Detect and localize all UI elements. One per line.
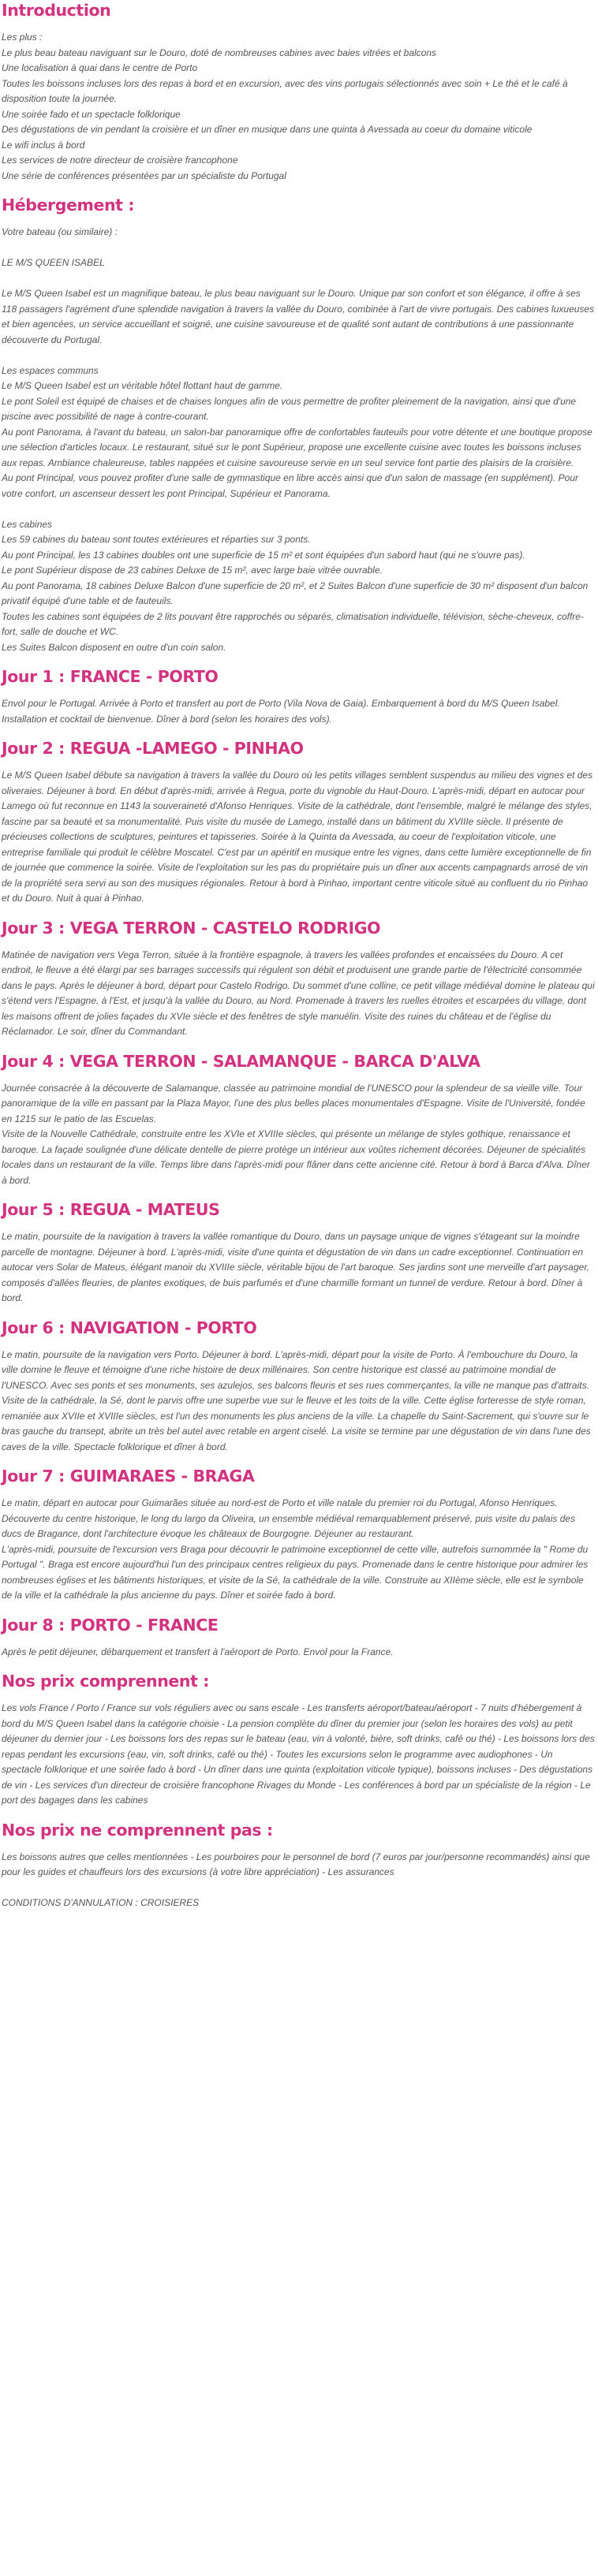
section-spacer <box>2 1604 595 1615</box>
section-spacer <box>2 907 595 918</box>
section-paragraph: Après le petit déjeuner, débarquement et transfert à l'aéroport de Porto. Envol pour la France. <box>2 1646 394 1657</box>
section-paragraph: Toutes les cabines sont équipées de 2 lits pouvant être rapprochés ou séparés, climatisation individuelle, télévision, sèche-cheveux, coffre-fort, salle de douche et WC. <box>2 610 584 637</box>
section-paragraph: Les cabines <box>2 518 53 530</box>
section-jour-6-navigation-porto <box>2 1318 595 1456</box>
section-paragraph: Une série de conférences présentées par un spécialiste du Portugal <box>2 170 286 181</box>
section-title: Introduction <box>2 1 111 20</box>
section-paragraph: Matinée de navigation vers Vega Terron, située à la frontière espagnole, à travers les vallées profondes et encaissées du Douro. A cet endroit, le fleuve a été élargi par ses barrages successifs qui régulent son débit et produisent une grande partie de l'électricité consommée dans le pays. Après le déjeuner à bord, départ pour Castelo Rodrigo. Du sommet d'une colline, ce petit village médiéval domine le plateau qui s'étend vers l'Espagne, à l'Est, et jusqu'à la vallée du Douro, au Nord. Promenade à travers les ruelles étroites et escarpées du village, dont les maisons offrent de jolies façades du XVIe siècle et des fenêtres de style manuélin. Visite des ruines du château et de l'église du Réclamador. Le soir, dîner du Commandant. <box>2 949 595 1037</box>
section-spacer <box>2 184 595 195</box>
section-jour-4-vega-terron-salamanque-barca-d-alva <box>2 1051 595 1189</box>
section-paragraph: Le matin, poursuite de la navigation à travers la vallée romantique du Douro, dans un paysage unique de vignes s'étageant sur la moindre parcelle de montagne. Déjeuner à bord. L'après-midi, visite d'une quinta et dégustation de vin dans un cadre exceptionnel. Continuation en autocar vers Solar de Mateus, élégant manoir du XVIIIe siècle, véritable bijou de l'art baroque. Ses jardins sont une merveille d'art paysager, composés d'allées fleuries, de plantes exotiques, de buis parfumés et d'une charmille formant un tunnel de verdure. Retour à bord. Dîner à bord. <box>2 1231 589 1303</box>
title-spacer <box>2 1691 595 1701</box>
section-paragraph: Une soirée fado et un spectacle folklorique <box>2 108 181 120</box>
title-spacer <box>2 687 595 696</box>
section-paragraph: Au pont Principal, vous pouvez profiter d'une salle de gymnastique en libre accès ainsi que d'un salon de massage (en supplément). Pour votre confort, un ascenseur dessert les pont Principal, Supérieur et Panorama. <box>2 472 579 499</box>
section-paragraph: Visite de la Nouvelle Cathédrale, construite entre les XVIe et XVIIIe siècles, qui présente un mélange de styles gothique, renaissance et baroque. La façade soulignée d'une délicate dentelle de pierre protège un intérieur aux voûtes richement décorées. Déjeuner de spécialités locales dans un restaurant de la ville. Temps libre dans l'après-midi pour flâner dans cette ancienne cité. Retour à bord à Barca d'Alva. Dîner à bord. <box>2 1128 590 1186</box>
title-spacer <box>2 1635 595 1645</box>
blank-line <box>2 348 595 363</box>
section-paragraph: Les vols France / Porto / France sur vols réguliers avec ou sans escale - Les transferts aéroport/bateau/aéroport - 7 nuits d'hébergement à bord du M/S Queen Isabel dans la catégorie choisie - La pension complète du dîner du premier jour (selon les horaires des vols) au petit déjeuner du dernier jour - Les boissons lors des repas sur le bateau (eau, vin à volonté, bière, soft drinks, café ou thé) - Les boissons lors des repas pendant les excursions (eau, vin, soft drinks, café ou thé) - Toutes les excursions selon le programme avec audiophones - Un spectacle folklorique et une soirée fado à bord - Un dîner dans une quinta (exploitation viticole typique), boissons incluses - Des dégustations de vin - Les services d'un directeur de croisière francophone Rivages du Monde - Les conférences à bord par un spécialiste de la région - Le port des bagages dans les cabines <box>2 1702 595 1806</box>
section-paragraph: Votre bateau (ou similaire) : <box>2 226 118 237</box>
section-title: Jour 1 : FRANCE - PORTO <box>2 667 219 686</box>
section-title: Jour 2 : REGUA -LAMEGO - PINHAO <box>2 739 304 758</box>
section-title: Hébergement : <box>2 196 135 214</box>
section-nos-prix-ne-comprennent-pas <box>2 1820 595 1911</box>
section-hebergement <box>2 195 595 655</box>
section-paragraph: Les boissons autres que celles mentionnées - Les pourboires pour le personnel de bord (7 euros par jour/personne recommandés) ainsi que pour les guides et chauffeurs lors des excursions (à votre libre appréciation) - Les assurances <box>2 1851 590 1877</box>
section-spacer <box>2 1307 595 1318</box>
section-paragraph: Le matin, poursuite de la navigation vers Porto. Déjeuner à bord. L'après-midi, départ pour la visite de Porto. À l'embouchure du Douro, la ville domine le fleuve et témoigne d'une riche histoire de deux millénaires. Son centre historique est classé au patrimoine mondial de l'UNESCO. Avec ses ponts et ses monuments, ses azulejos, ses balcons fleuris et ses rues commerçantes, la ville ne manque pas d'attraits. Visite de la cathédrale, la Sé, dont le parvis offre une superbe vue sur le fleuve et les toits de la ville. Cette église forteresse de style roman, remaniée aux XVIIe et XVIIIe siècles, est l'un des monuments les plus anciens de la ville. La chapelle du Saint-Sacrement, qui s'ouvre sur le bras gauche du transept, abrite un très bel autel avec retable en argent ciselé. La visite se termine par une dégustation de vin dans l'une des caves de la ville. Spectacle folklorique et dîner à bord. <box>2 1348 591 1452</box>
blank-line <box>2 501 595 517</box>
title-spacer <box>2 1338 595 1348</box>
section-paragraph: Au pont Principal, les 13 cabines doubles ont une superficie de 15 m² et sont équipées d'un sabord haut (qui ne s'ouvre pas). <box>2 549 525 561</box>
section-paragraph: Les plus : <box>2 32 43 43</box>
section-nos-prix-comprennent <box>2 1671 595 1809</box>
section-spacer <box>2 1660 595 1671</box>
title-spacer <box>2 938 595 948</box>
section-paragraph: Le matin, départ en autocar pour Guimarães située au nord-est de Porto et ville natale du premier roi du Portugal, Afonso Henriques. Découverte du centre historique, le long du largo da Oliveira, un ensemble médiéval remarquablement préservé, puis visite du palais des ducs de Bragance, dont l'architecture évoque les châteaux de Bourgogne. Déjeuner au restaurant. <box>2 1497 576 1539</box>
itinerary-content <box>2 0 595 1911</box>
section-jour-1-france-porto <box>2 666 595 727</box>
section-spacer <box>2 1455 595 1466</box>
section-title: Nos prix comprennent : <box>2 1672 210 1691</box>
section-paragraph: Le wifi inclus à bord <box>2 139 85 151</box>
section-jour-2-regua-lamego-pinhao <box>2 738 595 907</box>
section-title: Jour 4 : VEGA TERRON - SALAMANQUE - BARCA D'ALVA <box>2 1051 480 1071</box>
section-paragraph: L'après-midi, poursuite de l'excursion vers Braga pour découvrir le patrimoine exceptionnel de cette ville, autrefois surnommée la " Rome du Portugal ". Braga est encore aujourd'hui l'un des principaux centres religieux du pays. Promenade dans le centre historique pour admirer les nombreuses églises et les bâtiments historiques, et visite de la Sé, la cathédrale de la ville. Construite au XIIème siècle, elle est le symbole de la ville et la cathédrale la plus ancienne du pays. Dîner et soirée fado à bord. <box>2 1543 589 1601</box>
section-spacer <box>2 1809 595 1820</box>
section-title: Jour 7 : GUIMARAES - BRAGA <box>2 1467 255 1486</box>
section-spacer <box>2 727 595 738</box>
title-spacer <box>2 215 595 225</box>
title-spacer <box>2 1486 595 1496</box>
title-spacer <box>2 21 595 30</box>
section-paragraph: Une localisation à quai dans le centre de Porto <box>2 62 198 73</box>
title-spacer <box>2 1072 595 1081</box>
blank-line <box>2 240 595 256</box>
section-paragraph: Le M/S Queen Isabel débute sa navigation à travers la vallée du Douro où les petits villages semblent suspendus au milieu des vignes et des oliveraies. Déjeuner à bord. En début d'après-midi, arrivée à Regua, porte du vignoble du Haut-Douro. L'après-midi, départ en autocar pour Lamego où fut reconnue en 1143 la souveraineté d'Afonso Henriques. Visite de la cathédrale, dont l'ensemble, malgré le mélange des styles, fascine par sa beauté et sa monumentalité. Puis visite du musée de Lamego, installé dans un bâtiment du XVIIIe siècle. Il présente de précieuses collections de sculptures, peintures et tapisseries. Soirée à la Quinta da Avessada, au coeur de l'exploitation viticole, une entreprise familiale qui produit le célèbre Moscatel. C'est par un apéritif en musique entre les vignes, dans cette lumière exceptionnelle de fin de journée que commence la soirée. Visite de l'exploitation sur les pas du propriétaire puis un dîner aux accents campagnards arrosé de vin de la propriété sera servi au son des musiques régionales. Retour à bord à Pinhao, important centre viticole situé au confluent du rio Pinhao et du Douro. Nuit à quai à Pinhao. <box>2 770 593 904</box>
section-paragraph: CONDITIONS D'ANNULATION : CROISIERES <box>2 1897 200 1908</box>
section-paragraph: Au pont Panorama, 18 cabines Deluxe Balcon d'une superficie de 20 m², et 2 Suites Balcon d'une superficie de 30 m² disposent d'un balcon privatif équipé d'une table et de fauteuils. <box>2 580 589 606</box>
blank-line <box>2 1881 595 1896</box>
blank-line <box>2 271 595 287</box>
section-title: Nos prix ne comprennent pas : <box>2 1820 273 1840</box>
section-jour-8-porto-france <box>2 1615 595 1661</box>
section-spacer <box>2 655 595 666</box>
section-paragraph: Le pont Soleil est équipé de chaises et de chaises longues afin de vous permettre de profiter pleinement de la navigation, ainsi que d'une piscine avec possibilité de nage à contre-courant. <box>2 395 577 422</box>
section-paragraph: Les espaces communs <box>2 364 99 376</box>
section-paragraph: Les services de notre directeur de croisière francophone <box>2 155 238 166</box>
section-title: Jour 3 : VEGA TERRON - CASTELO RODRIGO <box>2 918 381 938</box>
section-paragraph: Au pont Panorama, à l'avant du bateau, un salon-bar panoramique offre de confortables fauteuils pour votre détente et une boutique propose une sélection d'articles locaux. Le restaurant, situé sur le pont Supérieur, propose une excellente cuisine avec toutes les boissons incluses aux repas. Ambiance chaleureuse, tables nappées et cuisine savoureuse servie en un seul service font partie des plaisirs de la croisière. <box>2 426 592 468</box>
section-paragraph: Le M/S Queen Isabel est un magnifique bateau, le plus beau naviguant sur le Douro. Unique par son confort et son élégance, il offre à ses 118 passagers l'agrément d'une splendide navigation à travers la vallée du Douro, combinée à l'art de vivre portugais. Des cabines luxueuses et bien agencées, un service accueillant et soigné, une cuisine savoureuse et de qualité sont autant de contributions à une passionnante découverte du Portugal. <box>2 288 595 345</box>
section-title: Jour 5 : REGUA - MATEUS <box>2 1200 220 1219</box>
section-jour-3-vega-terron-castelo-rodrigo <box>2 918 595 1040</box>
section-paragraph: Le plus beau bateau naviguant sur le Douro, doté de nombreuses cabines avec baies vitrées et balcons <box>2 47 437 58</box>
title-spacer <box>2 759 595 768</box>
section-introduction <box>2 0 595 184</box>
section-title: Jour 8 : PORTO - FRANCE <box>2 1615 219 1635</box>
title-spacer <box>2 1220 595 1229</box>
section-paragraph: Envol pour le Portugal. Arrivée à Porto et transfert au port de Porto (Vila Nova de Gaia). Embarquement à bord du M/S Queen Isabel. Installation et cocktail de bienvenue. Dîner à bord (selon les horaires des vols). <box>2 698 560 725</box>
section-spacer <box>2 1040 595 1051</box>
section-paragraph: Les 59 cabines du bateau sont toutes extérieures et réparties sur 3 ponts. <box>2 534 311 545</box>
title-spacer <box>2 1840 595 1850</box>
section-paragraph: Toutes les boissons incluses lors des repas à bord et en excursion, avec des vins portugais sélectionnés avec soin + Le thé et le café à disposition toute la journée. <box>2 77 568 104</box>
section-spacer <box>2 1188 595 1199</box>
section-jour-7-guimaraes-braga <box>2 1466 595 1604</box>
section-paragraph: Des dégustations de vin pendant la croisière et un dîner en musique dans une quinta à Avessada au coeur du domaine viticole <box>2 124 533 135</box>
section-paragraph: Journée consacrée à la découverte de Salamanque, classée au patrimoine mondial de l'UNESCO pour la splendeur de sa vieille ville. Tour panoramique de la ville en passant par la Plaza Mayor, l'une des plus belles places monumentales d'Espagne. Visite de l'Université, fondée en 1215 sur le patio de las Escuelas. <box>2 1082 585 1124</box>
section-paragraph: Le pont Supérieur dispose de 23 cabines Deluxe de 15 m², avec large baie vitrée ouvrable. <box>2 565 383 576</box>
section-paragraph: Le M/S Queen Isabel est un véritable hôtel flottant haut de gamme. <box>2 380 283 391</box>
section-title: Jour 6 : NAVIGATION - PORTO <box>2 1318 257 1337</box>
section-paragraph: Les Suites Balcon disposent en outre d'un coin salon. <box>2 641 226 653</box>
section-jour-5-regua-mateus <box>2 1199 595 1307</box>
section-paragraph: LE M/S QUEEN ISABEL <box>2 257 105 268</box>
